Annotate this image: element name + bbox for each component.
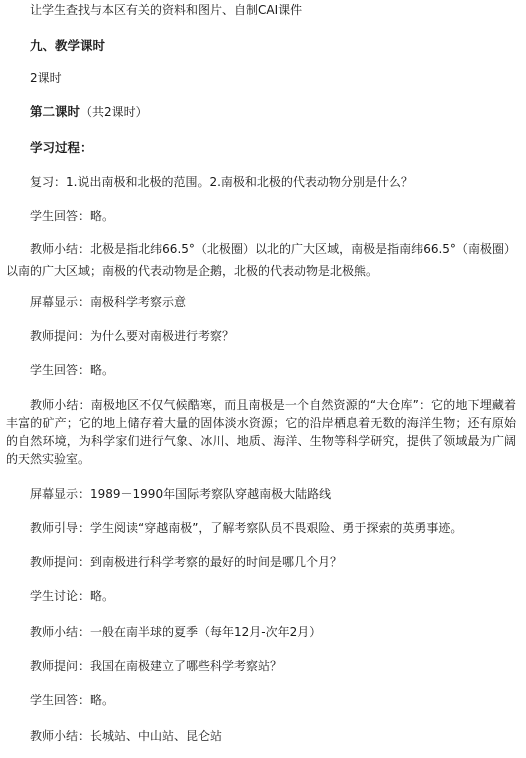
teacher-question-text: 教师提问：为什么要对南极进行考察？ xyxy=(30,329,235,343)
section-heading-class-hours: 九、教学课时 xyxy=(30,38,106,53)
student-discussion-text: 学生讨论：略。 xyxy=(30,589,115,603)
student-answer-text: 学生回答：略。 xyxy=(30,363,115,377)
teacher-summary-text: 教师小结：一般在南半球的夏季（每年12月-次年2月） xyxy=(30,625,322,639)
lesson-title-line xyxy=(30,102,148,122)
process-heading: 学习过程： xyxy=(30,140,93,155)
screen-display-text: 屏幕显示：南极科学考察示意 xyxy=(30,295,187,309)
teacher-guide-text: 教师引导：学生阅读“穿越南极”，了解考察队员不畏艰险、勇于探索的英勇事迹。 xyxy=(30,521,463,535)
student-answer-text: 学生回答：略。 xyxy=(30,209,115,223)
review-text: 复习：1.说出南极和北极的范围。2.南极和北极的代表动物分别是什么？ xyxy=(30,175,413,189)
teacher-question-text: 教师提问：到南极进行科学考察的最好的时间是哪几个月？ xyxy=(30,555,343,569)
teacher-summary-text: 教师小结：长城站、中山站、昆仑站 xyxy=(30,729,223,743)
class-hours-text: 2课时 xyxy=(30,71,62,85)
screen-display-text: 屏幕显示：1989－1990年国际考察队穿越南极大陆路线 xyxy=(30,487,332,501)
lesson-note: （共2课时） xyxy=(80,105,148,119)
teacher-question-text: 教师提问：我国在南极建立了哪些科学考察站？ xyxy=(30,659,283,673)
student-answer-text: 学生回答：略。 xyxy=(30,693,115,707)
lesson-title: 第二课时 xyxy=(30,104,81,119)
teacher-summary-paragraph: 教师小结：南极地区不仅气候酷寒，而且南极是一个自然资源的“大仓库”：它的地下埋藏着丰富的矿产；它的地上储存着大量的固体淡水资源；它的沿岸栖息着无数的海洋生物；还有原始的自然环境，为科学家们进行气象、冰川、地质、海洋、生物等科学研究，提供了领域最为广阔的天然实验室。 xyxy=(6,398,516,466)
teacher-summary-paragraph: 教师小结：北极是指北纬66.5°（北极圈）以北的广大区域，南极是指南纬66.5°（南极圈）以南的广大区域；南极的代表动物是企鹅，北极的代表动物是北极熊。 xyxy=(6,242,516,278)
intro-text: 让学生查找与本区有关的资料和图片、自制CAI课件 xyxy=(30,3,303,17)
